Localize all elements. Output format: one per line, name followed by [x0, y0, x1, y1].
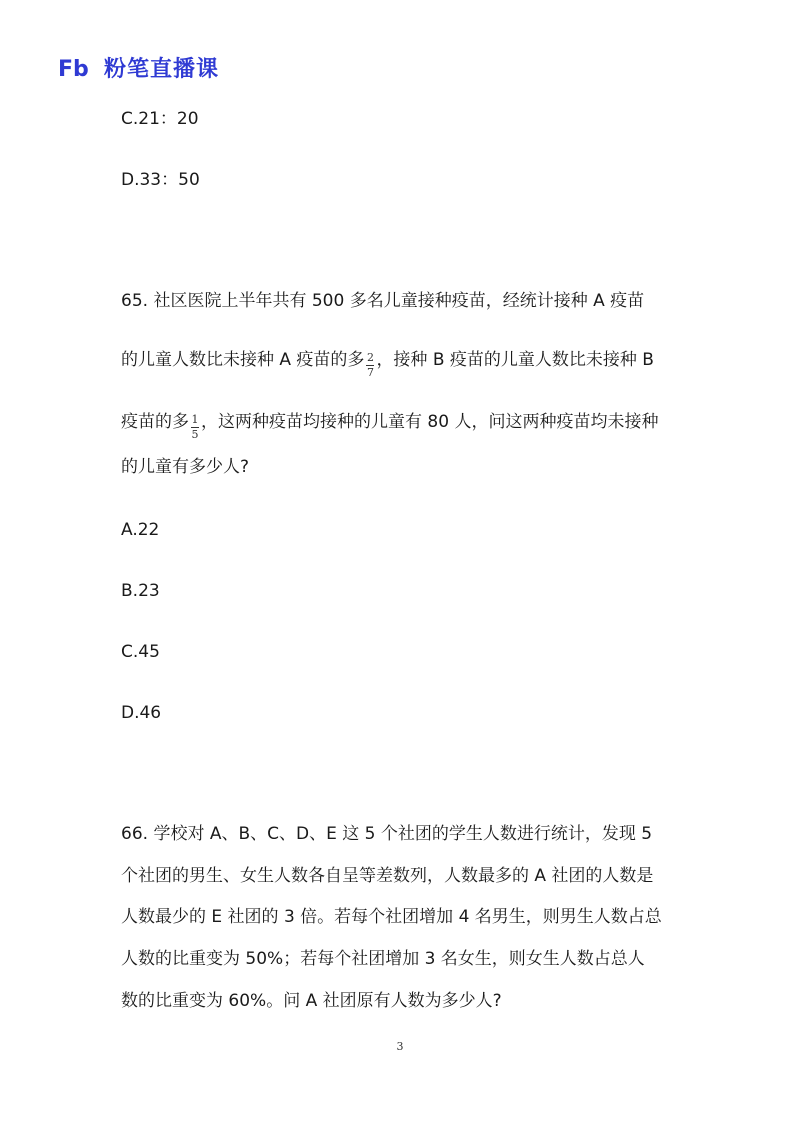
q65-option-c: C.45: [121, 642, 160, 662]
fraction-denominator: 5: [191, 428, 199, 441]
q65-line-3-pre: 疫苗的多: [121, 412, 189, 432]
q66-line-5: 数的比重变为 60%。问 A 社团原有人数为多少人?: [121, 991, 502, 1011]
q65-line-2: [121, 348, 654, 379]
q66-line-3: 人数最少的 E 社团的 3 倍。若每个社团增加 4 名男生，则男生人数占总: [121, 907, 662, 927]
q66-line-1: 66. 学校对 A、B、C、D、E 这 5 个社团的学生人数进行统计，发现 5: [121, 824, 653, 844]
q66-line-4: 人数的比重变为 50%；若每个社团增加 3 名女生，则女生人数占总人: [121, 949, 645, 969]
fraction-numerator: 1: [191, 413, 199, 426]
q65-line-2-post: ，接种 B 疫苗的儿童人数比未接种 B: [376, 350, 654, 370]
fraction-two-sevenths: [366, 352, 374, 379]
brand-name: 粉笔直播课: [104, 57, 220, 82]
fraction-numerator: 2: [366, 351, 374, 364]
fraction-denominator: 7: [366, 366, 374, 379]
q65-line-4: 的儿童有多少人?: [121, 457, 250, 477]
q65-line-3-post: ，这两种疫苗均接种的儿童有 80 人，问这两种疫苗均未接种: [201, 412, 659, 432]
q64-option-d: D.33：50: [121, 170, 200, 190]
q65-option-b: B.23: [121, 581, 160, 601]
q64-option-c: C.21：20: [121, 109, 199, 129]
q65-line-1: 65. 社区医院上半年共有 500 多名儿童接种疫苗，经统计接种 A 疫苗: [121, 291, 645, 311]
q65-line-2-pre: 的儿童人数比未接种 A 疫苗的多: [121, 350, 365, 370]
page-number: 3: [396, 1040, 404, 1053]
fenbi-logo-icon: [58, 56, 98, 80]
q66-line-2: 个社团的男生、女生人数各自呈等差数列，人数最多的 A 社团的人数是: [121, 866, 654, 886]
logo-mark-text: Fb: [58, 56, 89, 80]
brand-logo: [58, 52, 219, 83]
q65-option-a: A.22: [121, 520, 160, 540]
q65-line-3: [121, 410, 658, 441]
fraction-one-fifth: [191, 414, 199, 441]
q65-option-d: D.46: [121, 703, 162, 723]
